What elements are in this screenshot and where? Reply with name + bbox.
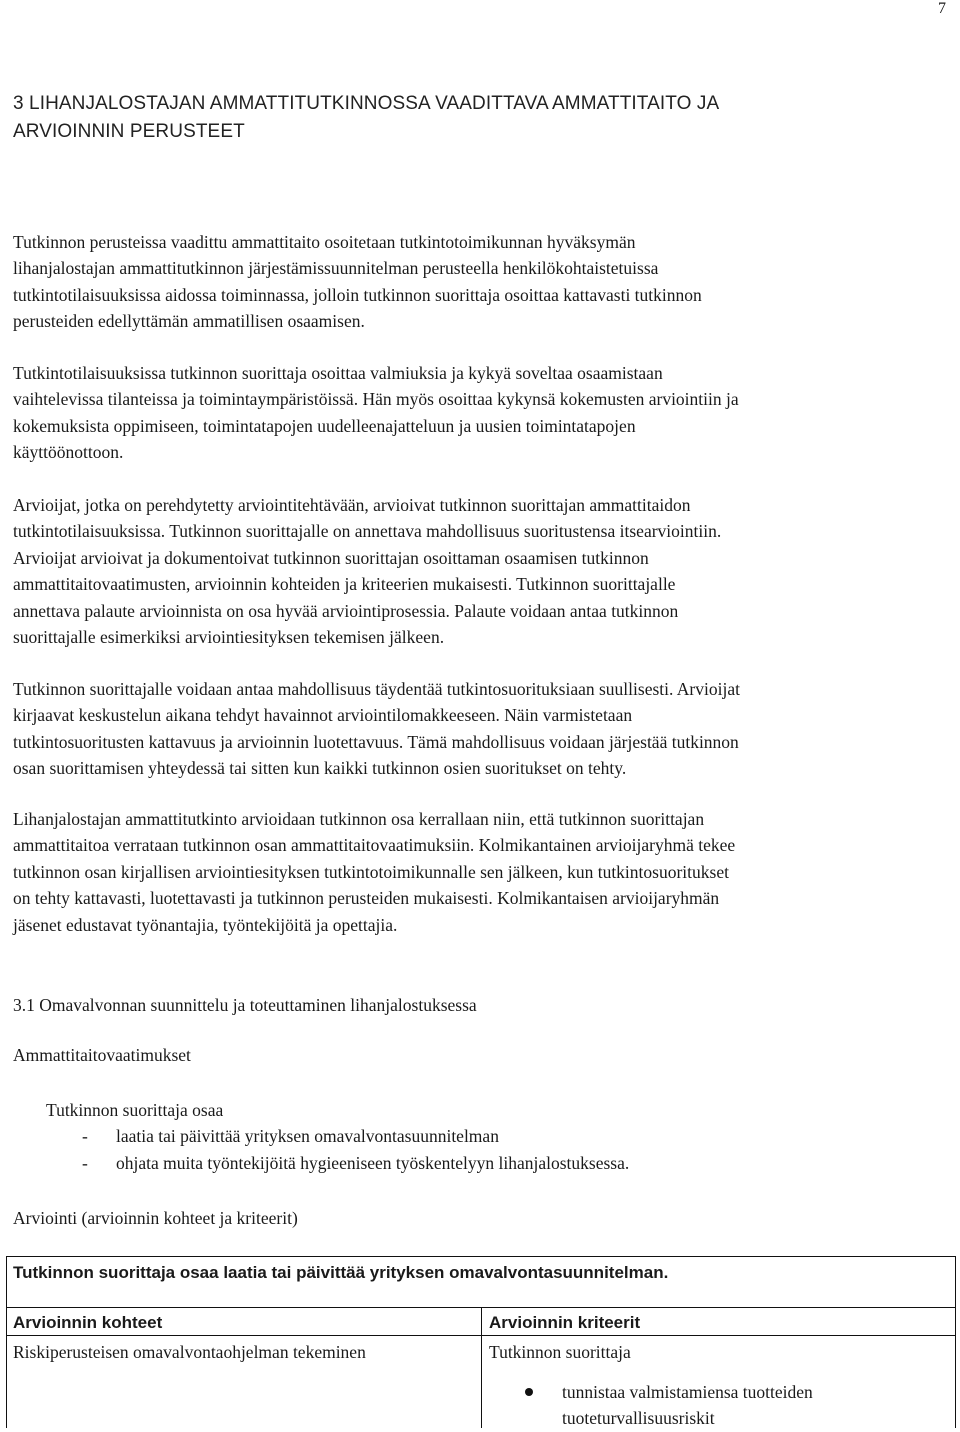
competence-list — [46, 1097, 629, 1176]
dash-marker — [46, 1150, 116, 1176]
paragraph-line: Tutkinnon perusteissa vaadittu ammattitaito osoitetaan tutkintotoimikunnan hyväksymän — [13, 232, 636, 252]
assessment-label: Arviointi (arvioinnin kohteet ja kriteerit) — [13, 1208, 298, 1228]
body-paragraph — [13, 360, 943, 466]
list-item-text: laatia tai päivittää yrityksen omavalvontasuunnitelman — [116, 1126, 499, 1147]
list-item — [46, 1123, 629, 1149]
chapter-heading-line: 3 LIHANJALOSTAJAN AMMATTITUTKINNOSSA VAADITTAVA AMMATTITAITO JA — [13, 93, 720, 114]
table-cell-target: Riskiperusteisen omavalvontaohjelman tekeminen — [13, 1342, 366, 1362]
paragraph-line: tutkintotilaisuuksissa. Tutkinnon suorittajalle on annettava mahdollisuus suoritustensa itsearviointiin. — [13, 521, 722, 542]
list-item-text: ohjata muita työntekijöitä hygieeniseen työskentelyyn lihanjalostuksessa. — [116, 1152, 630, 1173]
paragraph-line: jäsenet edustavat työnantajia, työntekijöitä ja opettajia. — [13, 914, 398, 935]
paragraph-line: Arvioijat arvioivat ja dokumentoivat tutkinnon suorittajan osoittaman osaamisen tutkinnon — [13, 547, 649, 568]
paragraph-line: kirjaavat keskustelun aikana tehdyt havainnot arviointilomakkeeseen. Näin varmistetaan — [13, 705, 633, 726]
table-cell-criteria-lead: Tutkinnon suorittaja — [489, 1342, 631, 1362]
paragraph-line: tutkinnon osan kirjallisen arviointiesityksen tutkintotoimikunnalle sen jälkeen, kun tutkintosuoritukset — [13, 861, 729, 882]
table-column-divider — [481, 1307, 482, 1428]
body-paragraph — [13, 492, 943, 650]
assessment-table — [6, 1256, 956, 1428]
paragraph-line: perusteiden edellyttämän ammatillisen osaamisen. — [13, 311, 365, 332]
table-title: Tutkinnon suorittaja osaa laatia tai päivittää yrityksen omavalvontasuunnitelman. — [13, 1263, 669, 1282]
dash-marker — [46, 1123, 116, 1149]
paragraph-line: vaihtelevissa tilanteissa ja toimintaympäristöissä. Hän myös osoittaa kykynsä kokemusten arviointiin ja — [13, 389, 739, 410]
criteria-bullet-line: tuoteturvallisuusriskit — [562, 1408, 715, 1429]
list-item — [46, 1150, 629, 1176]
body-paragraph — [13, 676, 943, 782]
paragraph-line: ammattitaitoa verrataan tutkinnon osan ammattitaitovaatimuksiin. Kolmikantainen arvioijaryhmä tekee — [13, 835, 736, 856]
paragraph-line: lihanjalostajan ammattitutkinnon järjestämissuunnitelman perusteella henkilökohtaistetuissa — [13, 258, 659, 279]
section-title: 3.1 Omavalvonnan suunnittelu ja toteuttaminen lihanjalostuksessa — [13, 995, 477, 1015]
paragraph-line: tutkintosuoritusten kattavuus ja arvioinnin luotettavuus. Tämä mahdollisuus voidaan järjestää tutkinnon — [13, 731, 739, 752]
table-header-divider — [7, 1335, 955, 1336]
chapter-heading — [13, 90, 943, 146]
paragraph-line: Arvioijat, jotka on perehdytetty arviointitehtävään, arvioivat tutkinnon suorittajan ammattitaidon — [13, 495, 691, 515]
requirements-label: Ammattitaitovaatimukset — [13, 1045, 191, 1065]
column-header-criteria: Arvioinnin kriteerit — [489, 1313, 641, 1332]
column-header-targets: Arvioinnin kohteet — [13, 1313, 163, 1332]
paragraph-line: osan suorittamisen yhteydessä tai sitten kun kaikki tutkinnon osien suoritukset on tehty. — [13, 758, 627, 779]
paragraph-line: on tehty kattavasti, luotettavasti ja tutkinnon perusteiden mukaisesti. Kolmikantaisen arvioijaryhmän — [13, 888, 720, 909]
paragraph-line: tutkintotilaisuuksissa aidossa toiminnassa, jolloin tutkinnon suorittaja osoittaa kattavasti tutkinnon — [13, 284, 702, 305]
body-paragraph — [13, 806, 943, 938]
competence-lead: Tutkinnon suorittaja osaa — [46, 1100, 224, 1120]
paragraph-line: annettava palaute arvioinnista on osa hyvää arviointiprosessia. Palaute voidaan antaa tutkinnon — [13, 600, 679, 621]
criteria-bullet-line: tunnistaa valmistamiensa tuotteiden — [562, 1382, 813, 1402]
paragraph-line: Lihanjalostajan ammattitutkinto arvioidaan tutkinnon osa kerrallaan niin, että tutkinnon suorittajan — [13, 809, 705, 829]
paragraph-line: suorittajalle esimerkiksi arviointiesityksen tekemisen jälkeen. — [13, 627, 445, 648]
paragraph-line: kokemuksista oppimiseen, toimintatapojen uudelleenajatteluun ja uusien toimintatapojen — [13, 415, 636, 436]
bullet-icon — [525, 1388, 533, 1396]
paragraph-line: käyttöönottoon. — [13, 442, 124, 463]
criteria-bullet-text — [562, 1379, 902, 1432]
paragraph-line: ammattitaitovaatimusten, arvioinnin kohteiden ja kriteerien mukaisesti. Tutkinnon suorittajalle — [13, 574, 676, 595]
chapter-heading-line: ARVIOINNIN PERUSTEET — [13, 121, 245, 142]
page-number: 7 — [938, 0, 946, 17]
paragraph-line: Tutkinnon suorittajalle voidaan antaa mahdollisuus täydentää tutkintosuorituksiaan suullisesti. Arvioijat — [13, 679, 740, 699]
body-paragraph — [13, 229, 943, 335]
paragraph-line: Tutkintotilaisuuksissa tutkinnon suorittaja osoittaa valmiuksia ja kykyä soveltaa osaamistaan — [13, 363, 663, 383]
